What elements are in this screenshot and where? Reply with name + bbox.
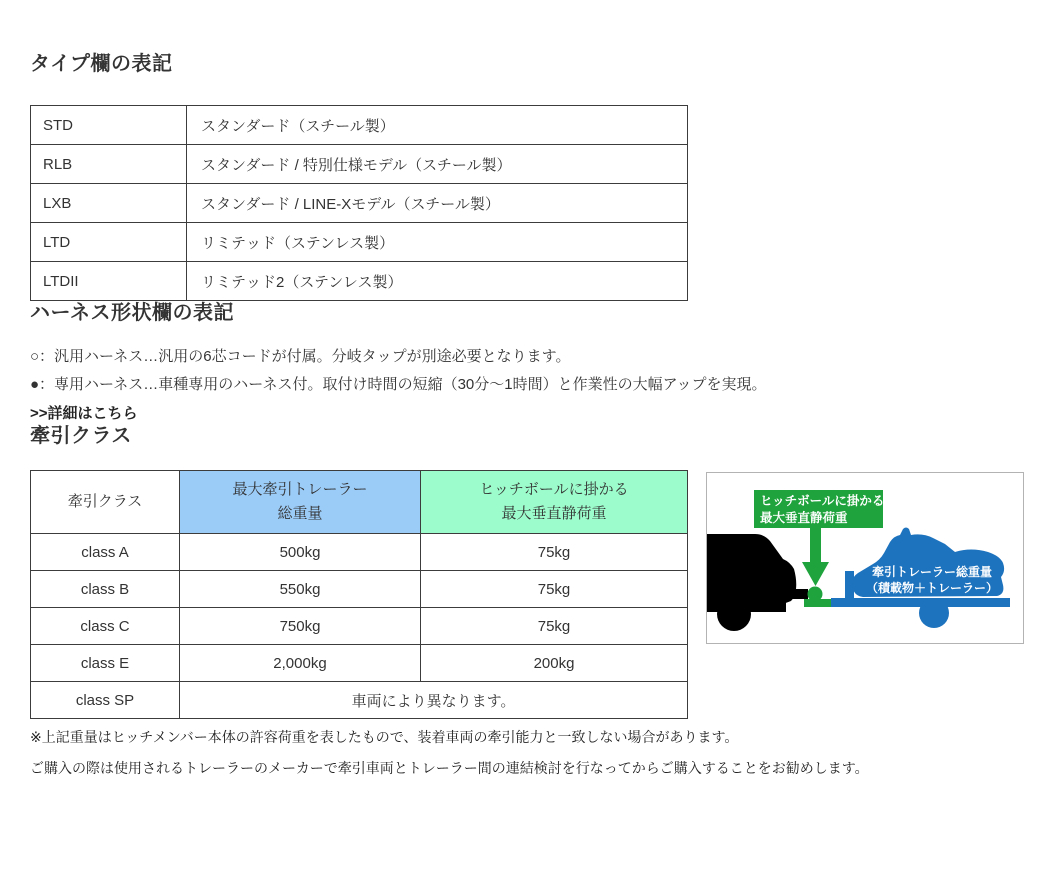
- gross-weight-label-line2: （積載物＋トレーラー）: [865, 581, 999, 595]
- class-cell: class B: [31, 571, 180, 608]
- hitch-ball: [808, 587, 823, 602]
- table-row: [31, 262, 688, 301]
- type-desc-cell: リミテッド（ステンレス製）: [187, 223, 688, 262]
- table-row: [31, 534, 688, 571]
- vertical-load-label-line1: ヒッチボールに掛かる: [760, 494, 885, 508]
- class-cell: class C: [31, 608, 180, 645]
- max-trailer-weight-header-cell: [180, 471, 421, 534]
- type-section-heading: タイプ欄の表記: [30, 53, 173, 75]
- sp-note-cell: 車両により異なります。: [180, 682, 688, 719]
- gross-weight-cell: 500kg: [180, 534, 421, 571]
- details-link[interactable]: >>詳細はこちら: [30, 405, 138, 422]
- trailer-wheel: [919, 598, 949, 628]
- car-wheel: [717, 597, 751, 631]
- hitch-receiver: [791, 589, 808, 599]
- towing-class-table: [30, 470, 688, 719]
- car-silhouette: [707, 534, 808, 631]
- type-desc-cell: リミテッド2（ステンレス製）: [187, 262, 688, 301]
- towing-content-row: [30, 470, 1021, 719]
- type-table: [30, 105, 688, 301]
- table-row: [31, 645, 688, 682]
- table-row: [31, 145, 688, 184]
- table-row: [31, 184, 688, 223]
- table-row: [31, 682, 688, 719]
- gross-weight-cell: 750kg: [180, 608, 421, 645]
- type-desc-cell: スタンダード / 特別仕様モデル（スチール製）: [187, 145, 688, 184]
- header-line: 総重量: [277, 505, 323, 522]
- arrow-shaft: [810, 526, 821, 564]
- harness-section-heading: ハーネス形状欄の表記: [30, 302, 234, 324]
- class-cell: class A: [31, 534, 180, 571]
- table-row: [31, 223, 688, 262]
- type-code-cell: LTD: [31, 223, 187, 262]
- towing-illustration: [706, 472, 1024, 644]
- trailer-frame: [831, 598, 1010, 607]
- type-code-cell: RLB: [31, 145, 187, 184]
- type-code-cell: STD: [31, 106, 187, 145]
- harness-dedicated-note: ●：専用ハーネス…車種専用のハーネス付。取付け時間の短縮（30分～1時間）と作業性の大幅アップを実現。: [30, 376, 767, 393]
- vertical-load-label-line2: 最大垂直静荷重: [760, 511, 848, 525]
- class-cell: class SP: [31, 682, 180, 719]
- gross-weight-cell: 2,000kg: [180, 645, 421, 682]
- vertical-load-cell: 200kg: [421, 645, 688, 682]
- header-line: ヒッチボールに掛かる: [479, 481, 629, 498]
- table-row: [31, 106, 688, 145]
- type-code-cell: LTDII: [31, 262, 187, 301]
- table-row: [31, 608, 688, 645]
- header-line: 最大垂直静荷重: [501, 505, 607, 522]
- note-weight: ※上記重量はヒッチメンバー本体の許容荷重を表したもので、装着車両の牽引能力と一致しない場合があります。: [30, 729, 739, 745]
- type-desc-cell: スタンダード（スチール製）: [187, 106, 688, 145]
- harness-universal-note: ○：汎用ハーネス…汎用の6芯コードが付属。分岐タップが別途必要となります。: [30, 348, 571, 365]
- table-header-row: [31, 471, 688, 534]
- towing-class-header-cell: 牽引クラス: [31, 471, 180, 534]
- table-row: [31, 571, 688, 608]
- vertical-load-cell: 75kg: [421, 608, 688, 645]
- gross-weight-cell: 550kg: [180, 571, 421, 608]
- vertical-load-cell: 75kg: [421, 571, 688, 608]
- down-arrow-icon: [802, 562, 829, 586]
- header-line: 最大牽引トレーラー: [232, 481, 368, 498]
- note-purchase: ご購入の際は使用されるトレーラーのメーカーで牽引車両とトレーラー間の連結検討を行なってからご購入することをお勧めします。: [30, 760, 869, 776]
- class-cell: class E: [31, 645, 180, 682]
- vertical-load-cell: 75kg: [421, 534, 688, 571]
- gross-weight-label-line1: 牽引トレーラー総重量: [871, 565, 993, 579]
- type-desc-cell: スタンダード / LINE-Xモデル（スチール製）: [187, 184, 688, 223]
- max-vertical-load-header-cell: [421, 471, 688, 534]
- type-code-cell: LXB: [31, 184, 187, 223]
- towing-section-heading: 牽引クラス: [30, 425, 132, 447]
